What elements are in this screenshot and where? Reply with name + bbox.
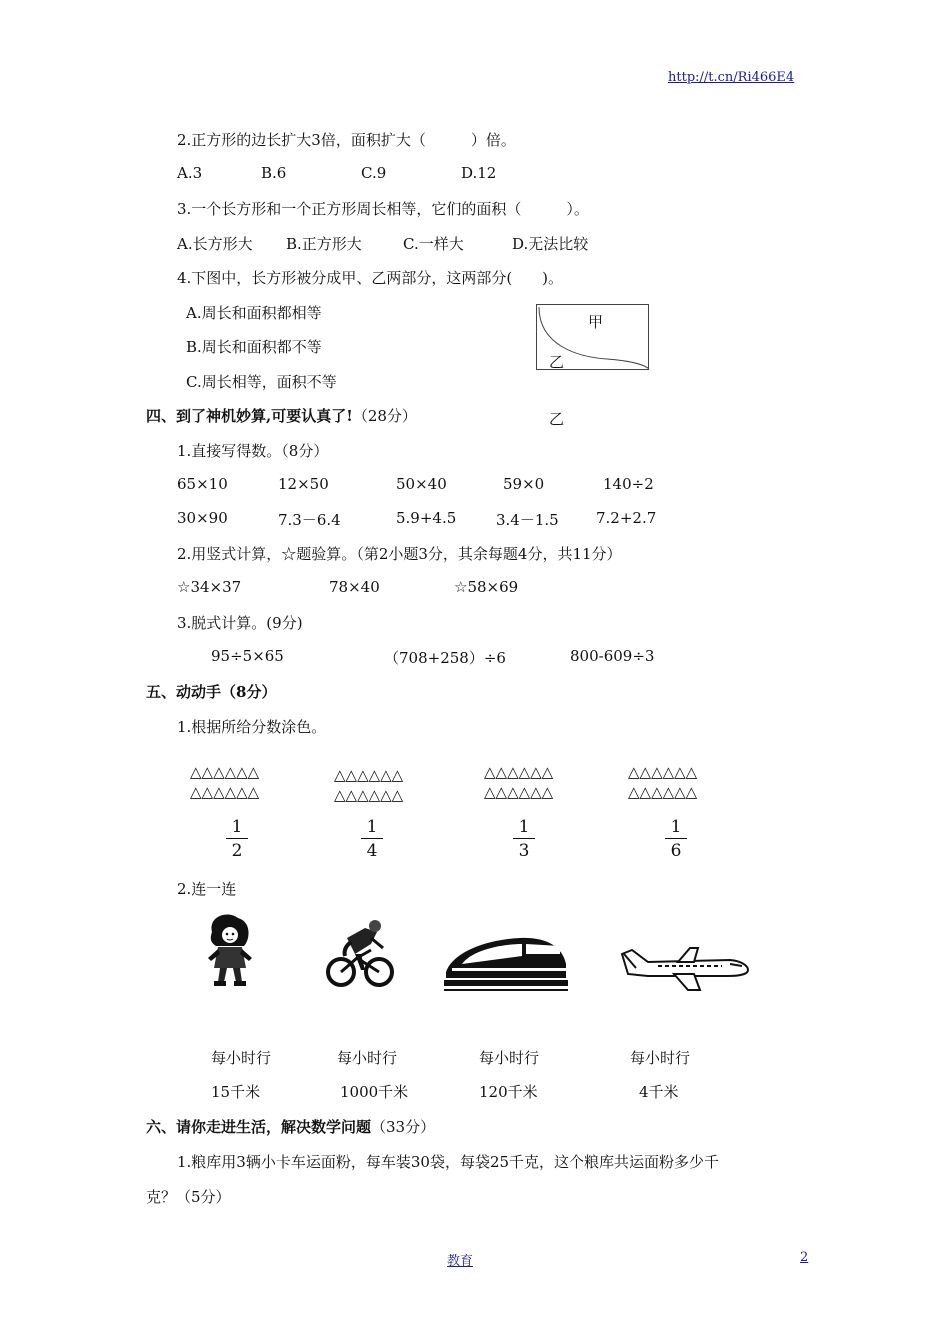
- section-6-score: （33分）: [371, 1118, 436, 1136]
- fraction-numerator: 1: [670, 817, 682, 837]
- speed-value: 120千米: [479, 1083, 538, 1101]
- fraction-bar: [665, 838, 687, 839]
- calc-item: 30×90: [177, 509, 228, 527]
- vertical-calc-item: ☆58×69: [454, 578, 519, 596]
- fraction-numerator: 1: [366, 817, 378, 837]
- fraction-denominator: 3: [518, 841, 530, 861]
- q4-option-b: B.周长和面积都不等: [186, 338, 322, 356]
- fraction-3: [509, 817, 539, 861]
- section-6-problem-1-line-1: 1.粮库用3辆小卡车运面粉，每车装30袋，每袋25千克，这个粮库共运面粉多少千: [177, 1153, 720, 1171]
- section-6-problem-1-line-2: 克？（5分）: [146, 1188, 231, 1206]
- triangle-group-1: [190, 762, 259, 802]
- vertical-calc-item: 78×40: [329, 578, 380, 596]
- q3-option-a: A.长方形大: [177, 235, 253, 253]
- train-icon: [442, 934, 570, 992]
- fraction-2: [357, 817, 387, 861]
- calc-item: 59×0: [503, 475, 545, 493]
- triangle-row: △△△△△△: [334, 766, 404, 784]
- triangle-group-2: [334, 765, 403, 805]
- figure-label-jia: 甲: [588, 313, 604, 331]
- section-4-part-2-title: 2.用竖式计算，☆题验算。（第2小题3分，其余每题4分，共11分）: [177, 545, 622, 563]
- q2-option-b: B.6: [261, 164, 287, 182]
- figure-label-yi: 乙: [549, 353, 565, 371]
- section-5-title: 五、动动手（8分）: [146, 683, 277, 701]
- fraction-bar: [226, 838, 248, 839]
- calc-item: 12×50: [278, 475, 329, 493]
- q3-option-c: C.一样大: [403, 235, 464, 253]
- fraction-1: [222, 817, 252, 861]
- footer-link[interactable]: 教育: [447, 1254, 474, 1269]
- q2-option-d: D.12: [461, 164, 497, 182]
- calc-item: 50×40: [396, 475, 447, 493]
- section-5-part-2-title: 2.连一连: [177, 880, 237, 898]
- stepwise-calc-item: （708+258）÷6: [384, 649, 506, 667]
- question-3: 3.一个长方形和一个正方形周长相等，它们的面积（ ）。: [177, 200, 589, 218]
- speed-label: 每小时行: [211, 1049, 272, 1067]
- section-4-heading: 四、到了神机妙算,可要认真了!: [146, 407, 353, 425]
- q4-option-a: A.周长和面积都相等: [186, 304, 322, 322]
- header-link[interactable]: http://t.cn/Ri466E4: [668, 70, 795, 85]
- speed-label: 每小时行: [337, 1049, 398, 1067]
- fraction-bar: [513, 838, 535, 839]
- calc-item: 5.9+4.5: [396, 509, 457, 527]
- stepwise-calc-item: 800-609÷3: [570, 647, 655, 665]
- stepwise-calc-item: 95÷5×65: [211, 647, 284, 665]
- figure-label-below: 乙: [549, 410, 565, 428]
- q4-option-c: C.周长相等，面积不等: [186, 373, 337, 391]
- section-4-score: （28分）: [352, 407, 417, 425]
- section-6-heading: 六、请你走进生活，解决数学问题: [146, 1118, 372, 1136]
- girl-icon: [202, 912, 258, 988]
- triangle-group-4: [628, 762, 697, 802]
- speed-label: 每小时行: [630, 1049, 691, 1067]
- fraction-denominator: 4: [366, 841, 378, 861]
- triangle-row: △△△△△△: [628, 783, 698, 801]
- triangle-row: △△△△△△: [484, 763, 554, 781]
- calc-item: 65×10: [177, 475, 228, 493]
- triangle-row: △△△△△△: [628, 763, 698, 781]
- section-4-part-3-title: 3.脱式计算。(9分): [177, 614, 303, 632]
- section-4-title: [146, 405, 417, 426]
- speed-label: 每小时行: [479, 1049, 540, 1067]
- page-number: 2: [800, 1250, 809, 1265]
- q3-option-b: B.正方形大: [286, 235, 362, 253]
- calc-item: 7.3－6.4: [278, 511, 341, 529]
- triangle-row: △△△△△△: [334, 786, 404, 804]
- rectangle-figure: [536, 304, 649, 370]
- fraction-numerator: 1: [231, 817, 243, 837]
- question-4: 4.下图中，长方形被分成甲、乙两部分，这两部分( )。: [177, 269, 564, 287]
- section-6-title: [146, 1116, 435, 1137]
- triangle-group-3: [484, 762, 553, 802]
- vertical-calc-item: ☆34×37: [177, 578, 242, 596]
- triangle-row: △△△△△△: [190, 783, 260, 801]
- q2-option-c: C.9: [361, 164, 387, 182]
- fraction-denominator: 6: [670, 841, 682, 861]
- fraction-numerator: 1: [518, 817, 530, 837]
- cyclist-icon: [325, 920, 397, 992]
- speed-value: 1000千米: [340, 1083, 409, 1101]
- fraction-bar: [361, 838, 383, 839]
- airplane-icon: [618, 944, 750, 994]
- triangle-row: △△△△△△: [190, 763, 260, 781]
- q2-option-a: A.3: [177, 164, 203, 182]
- calc-item: 140÷2: [603, 475, 654, 493]
- fraction-4: [661, 817, 691, 861]
- speed-value: 15千米: [211, 1083, 261, 1101]
- section-4-part-1-title: 1.直接写得数。（8分）: [177, 442, 329, 460]
- speed-value: 4千米: [639, 1083, 679, 1101]
- calc-item: 7.2+2.7: [596, 509, 657, 527]
- question-2: 2.正方形的边长扩大3倍，面积扩大（ ）倍。: [177, 131, 516, 149]
- fraction-denominator: 2: [231, 841, 243, 861]
- calc-item: 3.4－1.5: [496, 511, 559, 529]
- section-5-part-1-title: 1.根据所给分数涂色。: [177, 718, 327, 736]
- triangle-row: △△△△△△: [484, 783, 554, 801]
- q3-option-d: D.无法比较: [512, 235, 589, 253]
